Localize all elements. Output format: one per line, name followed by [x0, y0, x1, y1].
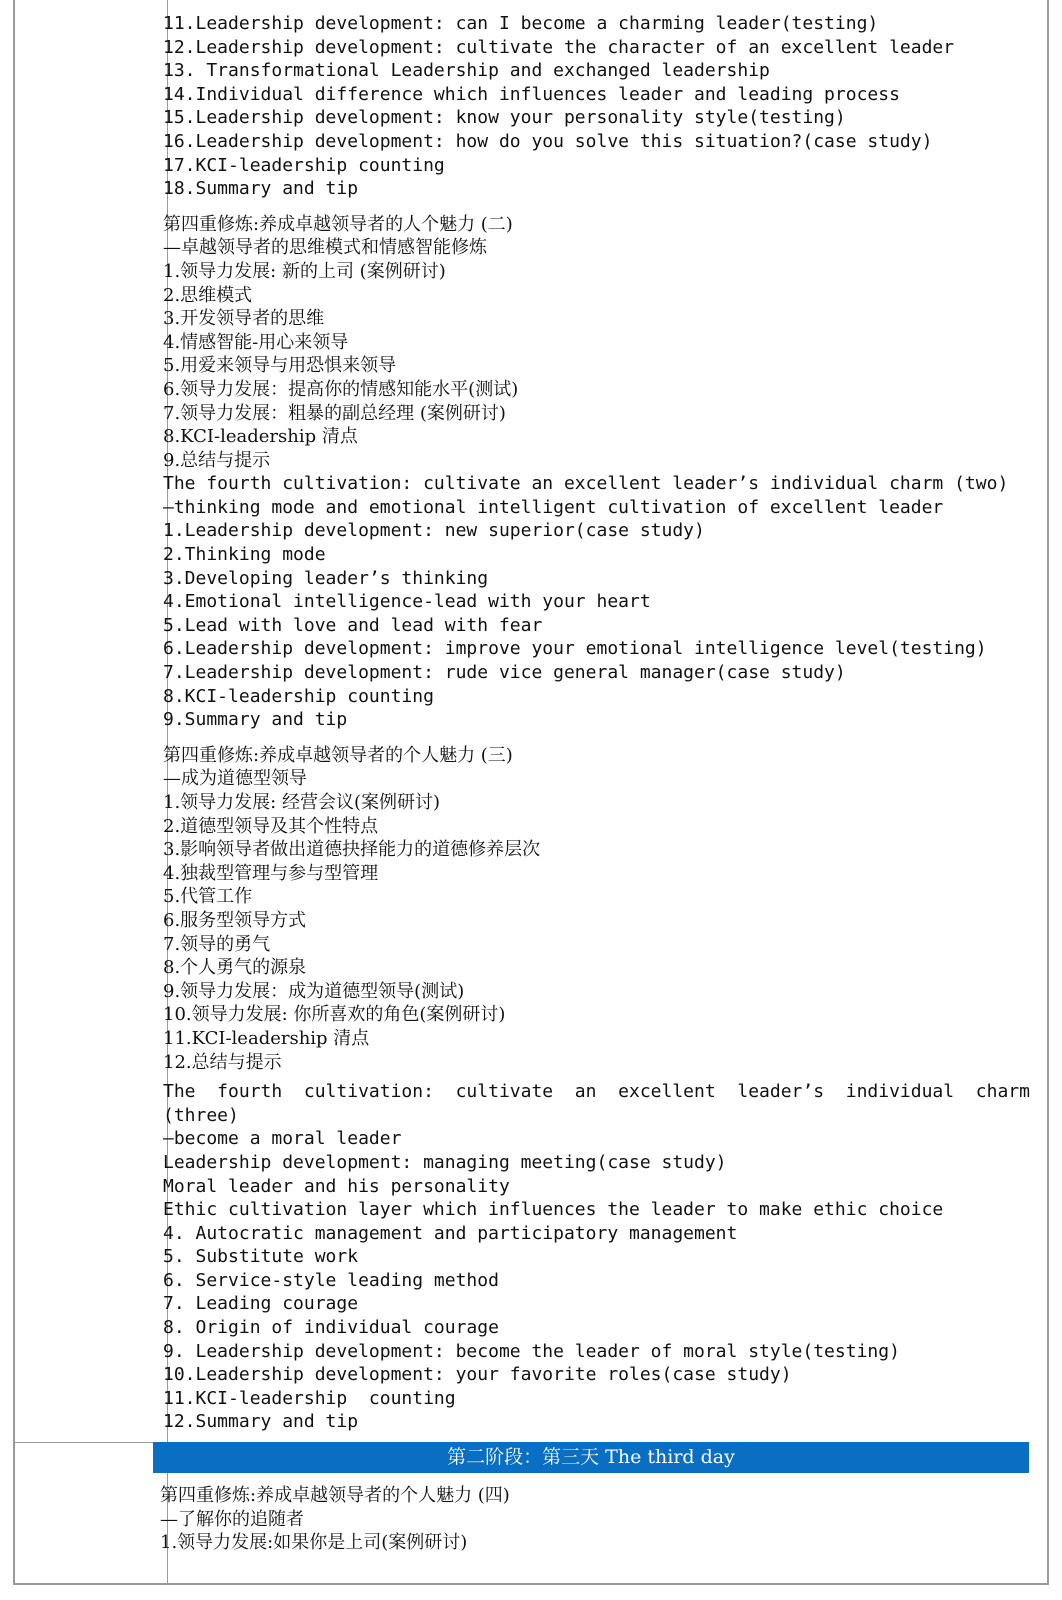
section-subheading: —become a moral leader	[163, 1128, 402, 1150]
outline-line: 2.思维模式	[163, 284, 253, 306]
section-subheading: —成为道德型领导	[163, 768, 307, 790]
outline-line: 3.影响领导者做出道德抉择能力的道德修养层次	[163, 839, 541, 861]
outline-line: 9.Summary and tip	[163, 709, 348, 731]
outline-line: 8. Origin of individual courage	[163, 1317, 499, 1339]
outline-line: 9.总结与提示	[163, 449, 271, 471]
outline-line: 3.Developing leader’s thinking	[163, 567, 489, 589]
outline-line: 6.Leadership development: improve your emotional intelligence level(testing)	[163, 638, 987, 660]
outline-line: 9. Leadership development: become the leader of moral style(testing)	[163, 1340, 900, 1362]
outline-line: 5.Lead with love and lead with fear	[163, 614, 543, 636]
outline-line: 12.Summary and tip	[163, 1411, 359, 1433]
outline-line: 6.服务型领导方式	[163, 909, 307, 931]
section-c-chinese	[163, 744, 1033, 1074]
section-heading: 第四重修炼:养成卓越领导者的个人魅力 (四)	[160, 1485, 510, 1506]
outline-line: 4.情感智能-用心来领导	[163, 331, 349, 353]
outline-line: 17.KCI-leadership counting	[163, 154, 445, 176]
outline-line: 12.Leadership development: cultivate the character of an excellent leader	[163, 36, 955, 58]
section-a	[163, 12, 1033, 201]
outline-line: Moral leader and his personality	[163, 1175, 510, 1197]
outline-line: 15.Leadership development: know your personality style(testing)	[163, 107, 846, 129]
section-c-english	[163, 1080, 1033, 1434]
outline-line: 4.Emotional intelligence-lead with your heart	[163, 591, 651, 613]
section-heading: 第四重修炼:养成卓越领导者的人个魅力 (二)	[163, 213, 513, 235]
day-three-content-cell	[160, 1484, 1030, 1555]
outline-line: 1.领导力发展: 经营会议(案例研讨)	[163, 792, 441, 813]
outline-line: 11.KCI-leadership counting	[163, 1387, 456, 1409]
outline-line: 7.Leadership development: rude vice general manager(case study)	[163, 662, 846, 684]
section-heading: The fourth cultivation: cultivate an excellent leader’s individual charm	[163, 1081, 1030, 1103]
outline-line: 6. Service-style leading method	[163, 1269, 499, 1291]
outline-line: 2.道德型领导及其个性特点	[163, 815, 379, 837]
outline-line: 1.领导力发展: 新的上司 (案例研讨)	[163, 260, 446, 282]
outline-line: 18.Summary and tip	[163, 178, 359, 200]
outline-line: 4.独裁型管理与参与型管理	[163, 862, 379, 884]
left-column	[15, 0, 168, 1583]
outline-line: 10.Leadership development: your favorite roles(case study)	[163, 1364, 792, 1386]
outline-line: 2.Thinking mode	[163, 544, 326, 566]
section-heading: 第四重修炼:养成卓越领导者的个人魅力 (三)	[163, 744, 513, 766]
outline-line: 7.领导的勇气	[163, 933, 271, 955]
outline-line: 1.Leadership development: new superior(case study)	[163, 520, 705, 542]
outline-line: 14.Individual difference which influences leader and leading process	[163, 83, 900, 105]
outline-line: 11.Leadership development: can I become a charming leader(testing)	[163, 13, 879, 34]
outline-line: 9.领导力发展：成为道德型领导(测试)	[163, 980, 465, 1002]
outline-line: 3.开发领导者的思维	[163, 308, 325, 330]
row-divider	[15, 1442, 167, 1443]
outline-line: 6.领导力发展：提高你的情感知能水平(测试)	[163, 378, 519, 400]
outline-line: 12.总结与提示	[163, 1051, 282, 1073]
section-subheading: —了解你的追随者	[160, 1508, 304, 1530]
section-heading: The fourth cultivation: cultivate an excellent leader’s individual charm (two)	[163, 473, 1009, 495]
outline-line: 10.领导力发展: 你所喜欢的角色(案例研讨)	[163, 1004, 506, 1026]
outline-line: 8.KCI-leadership counting	[163, 685, 434, 707]
outline-line: 13. Transformational Leadership and exchanged leadership	[163, 60, 770, 82]
outline-line: 11.KCI-leadership 清点	[163, 1027, 370, 1049]
section-subheading: —thinking mode and emotional intelligent cultivation of excellent leader	[163, 496, 944, 518]
day-header-bar: 第二阶段：第三天 The third day	[153, 1442, 1029, 1473]
section-b-english	[163, 472, 1033, 732]
outline-line: 5.用爱来领导与用恐惧来领导	[163, 355, 397, 377]
outline-line: 5. Substitute work	[163, 1246, 359, 1268]
section-b-chinese	[163, 213, 1033, 473]
outline-line: 16.Leadership development: how do you solve this situation?(case study)	[163, 130, 933, 152]
course-content-cell	[163, 12, 1033, 1434]
outline-line: 7.领导力发展：粗暴的副总经理 (案例研讨)	[163, 402, 506, 424]
outline-line: 1.领导力发展:如果你是上司(案例研讨)	[160, 1532, 468, 1554]
section-heading-continued: (three)	[163, 1104, 239, 1126]
outline-line: Leadership development: managing meeting(case study)	[163, 1151, 727, 1173]
outline-line: 8.个人勇气的源泉	[163, 957, 307, 979]
outline-line: 5.代管工作	[163, 886, 253, 908]
section-subheading: —卓越领导者的思维模式和情感智能修炼	[163, 237, 487, 259]
outline-line: 8.KCI-leadership 清点	[163, 426, 358, 448]
outline-line: 7. Leading courage	[163, 1293, 359, 1315]
outline-line: 4. Autocratic management and participatory management	[163, 1222, 738, 1244]
outline-line: Ethic cultivation layer which influences the leader to make ethic choice	[163, 1199, 944, 1221]
